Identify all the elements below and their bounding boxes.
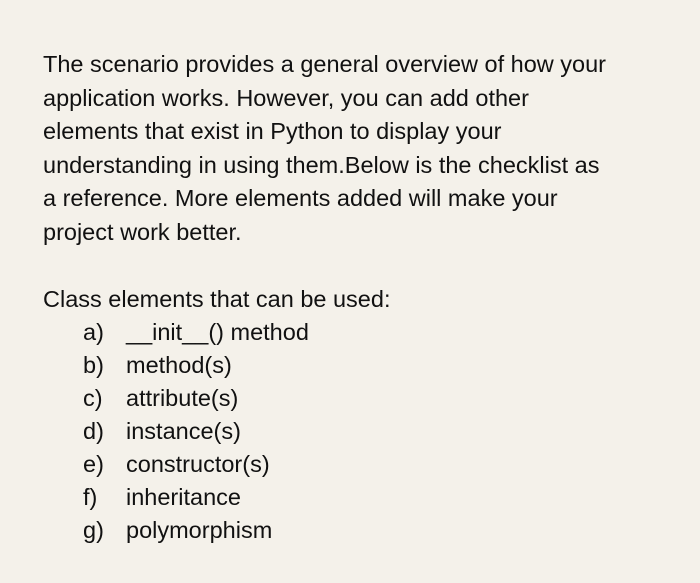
list-marker: f): [83, 484, 98, 510]
intro-line: project work better.: [43, 218, 242, 245]
list-item-text: __init__() method: [126, 319, 309, 345]
list-item-text: inheritance: [126, 484, 241, 510]
list-item-text: method(s): [126, 352, 232, 378]
intro-line: elements that exist in Python to display your: [43, 118, 502, 144]
list-item: [43, 382, 663, 415]
list-marker: c): [83, 385, 103, 411]
list-item: [43, 448, 663, 481]
list-marker: e): [83, 451, 104, 477]
list-marker: b): [83, 352, 104, 378]
list-item-text: instance(s): [126, 418, 241, 444]
intro-line: The scenario provides a general overview of how your: [43, 51, 606, 77]
list-marker: a): [83, 319, 104, 345]
list-item: [43, 481, 663, 514]
section-heading: Class elements that can be used:: [43, 286, 391, 312]
class-elements-section: [43, 283, 663, 547]
intro-line: a reference. More elements added will make your: [43, 185, 558, 211]
list-marker: g): [83, 517, 104, 543]
checklist: [43, 316, 663, 547]
list-item: [43, 316, 663, 349]
intro-paragraph: [43, 48, 683, 249]
intro-line: understanding in using them.Below is the checklist as: [43, 151, 600, 178]
list-item-text: constructor(s): [126, 451, 270, 477]
list-item-text: polymorphism: [126, 517, 273, 543]
list-item: [43, 514, 663, 547]
list-item: [43, 415, 663, 448]
list-item: [43, 349, 663, 382]
list-marker: d): [83, 418, 104, 444]
list-item-text: attribute(s): [126, 385, 239, 411]
intro-line: application works. However, you can add other: [43, 84, 529, 111]
